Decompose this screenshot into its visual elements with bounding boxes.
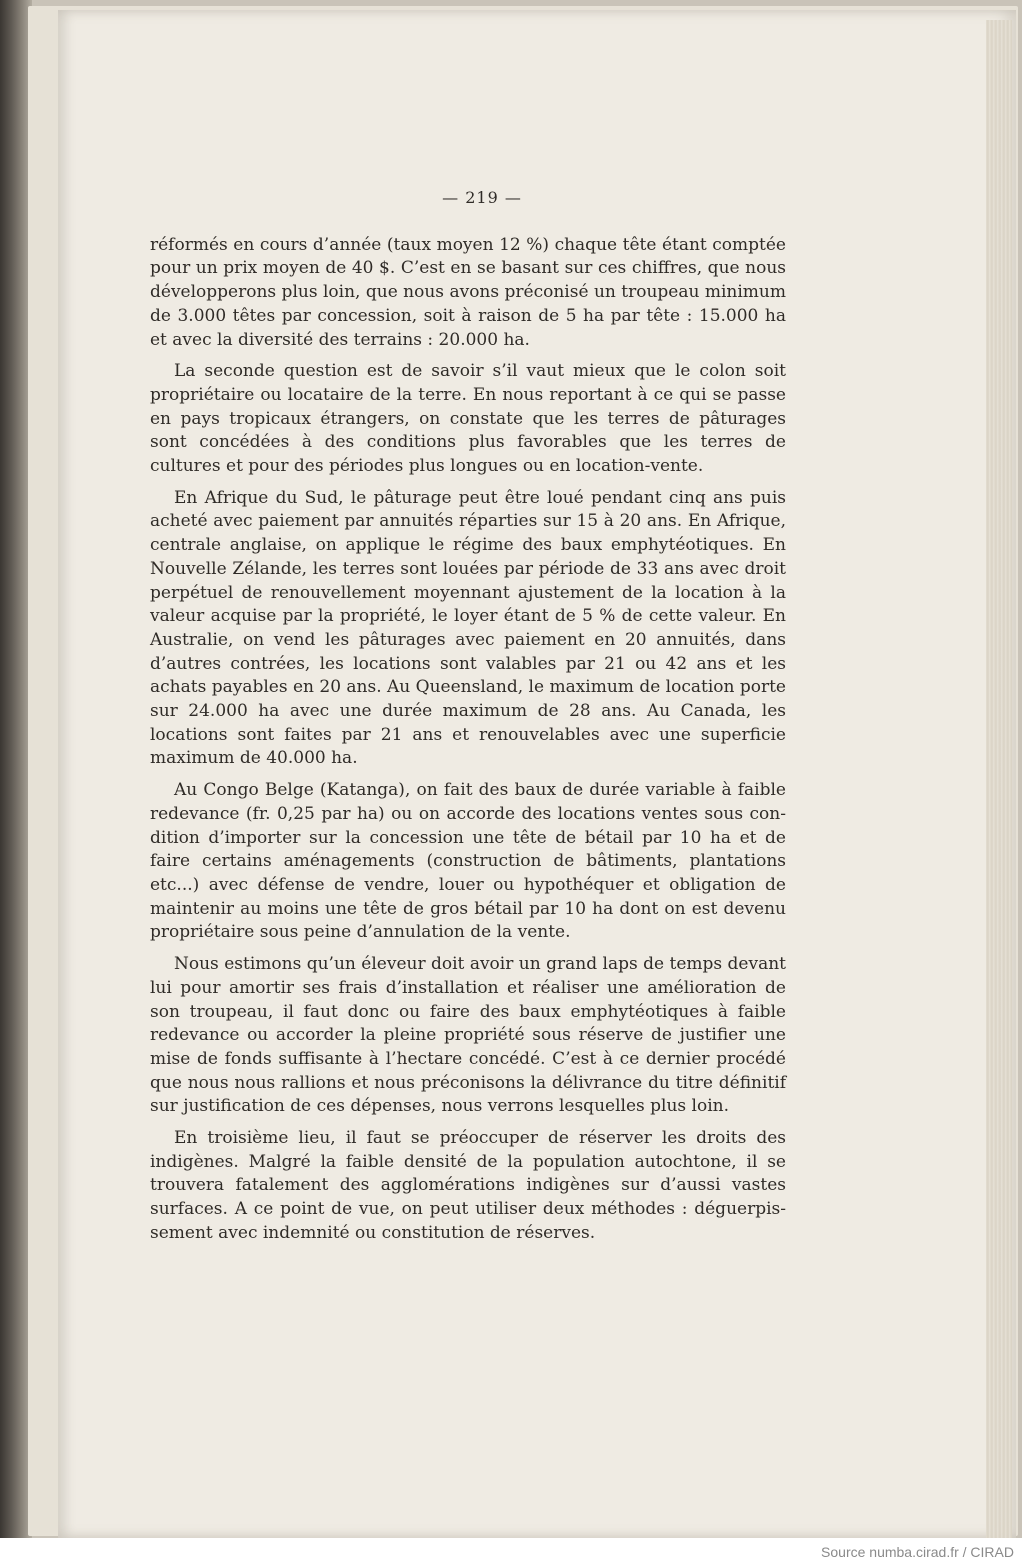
- paragraph-4: Au Congo Belge (Katanga), on fait des baux de durée variable à faible redevance (fr. 0,25 par ha) ou on accorde des locations ventes sous condition d’importer sur la concession une tête de bétail par 10 ha et de faire certains aménagements (construction de bâtiments, plantations etc...) avec défense de vendre, louer ou hypothéquer et obligation de maintenir au moins une tête de gros bétail par 10 ha dont on est devenu propriétaire sous peine d’annulation de la vente.: [150, 780, 786, 943]
- page-number: — 219 —: [442, 188, 522, 207]
- source-credit: Source numba.cirad.fr / CIRAD: [821, 1544, 1014, 1560]
- paragraph-6: En troisième lieu, il faut se préoccuper de réserver les droits des indigènes. Malgré la faible densité de la population autochtone, il se trouvera fatalement des agglomérations indigènes sur d’aussi vastes surfaces. A ce point de vue, on peut utiliser deux méthodes : déguerpissement avec indemnité ou constitution de réserves.: [150, 1128, 786, 1243]
- footer-strip: [0, 1538, 1022, 1566]
- paragraph-5: Nous estimons qu’un éleveur doit avoir un grand laps de temps devant lui pour amortir ses frais d’installation et réaliser une amélioration de son troupeau, il faut donc ou faire des baux emphytéotiques à faible redevance ou accorder la pleine propriété sous réserve de justifier une mise de fonds suffisante à l’hectare concédé. C’est à ce dernier procédé que nous nous rallions et nous préconisons la délivrance du titre définitif sur justification de ces dépenses, nous verrons lesquelles plus loin.: [150, 954, 786, 1117]
- page-edge: [986, 20, 1012, 1540]
- paragraph-2: La seconde question est de savoir s’il vaut mieux que le colon soit propriétaire ou locataire de la terre. En nous reportant à ce qui se passe en pays tropicaux étrangers, on constate que les terres de pâturages sont concédées à des conditions plus favorables que les terres de cultures et pour des périodes plus longues ou en location-vente.: [150, 361, 786, 477]
- text-column: [150, 186, 786, 1254]
- paragraph-3: En Afrique du Sud, le pâturage peut être loué pendant cinq ans puis acheté avec paiement par annuités réparties sur 15 à 20 ans. En Afrique, centrale anglaise, on applique le régime des baux emphytéotiques. En Nouvelle Zélande, les terres sont louées par période de 33 ans avec droit perpétuel de renouvellement moyennant ajustement de la location à la valeur acquise par la propriété, le loyer étant de 5 % de cette valeur. En Australie, on vend les pâturages avec paiement en 20 annuités, dans d’autres contrées, les locations sont valables par 21 ou 42 ans et les achats payables en 20 ans. Au Queensland, le maximum de location porte sur 24.000 ha avec une durée maximum de 28 ans. Au Canada, les locations sont faites par 21 ans et renouvelables avec une superficie maximum de 40.000 ha.: [150, 487, 786, 769]
- paragraph-1: réformés en cours d’année (taux moyen 12 %) chaque tête étant comptée pour un prix moyen de 40 $. C’est en se basant sur ces chiffres, que nous développerons plus loin, que nous avons préconisé un troupeau minimum de 3.000 têtes par concession, soit à raison de 5 ha par tête : 15.000 ha et avec la diversité des terrains : 20.000 ha.: [150, 234, 786, 350]
